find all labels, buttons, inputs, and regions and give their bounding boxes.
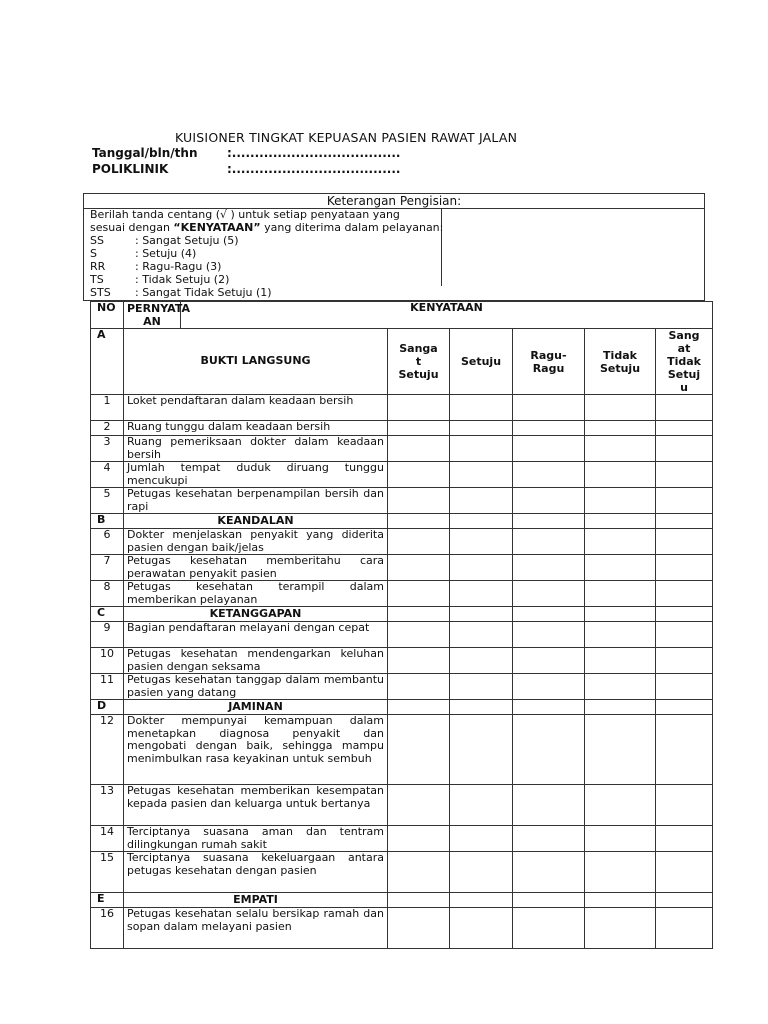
rating-checkbox-cell[interactable] [656, 785, 713, 826]
instructions-title: Keterangan Pengisian: [84, 194, 704, 209]
rating-checkbox-cell[interactable] [388, 715, 450, 785]
instructions-line-2-pre: sesuai dengan [90, 221, 174, 234]
rating-checkbox-cell[interactable] [513, 529, 585, 555]
question-row [91, 648, 713, 674]
header-row [91, 302, 713, 329]
question-text: Ruang tunggu dalam keadaan bersih [124, 421, 388, 436]
question-text: Terciptanya suasana kekeluargaan antara petugas kesehatan dengan pasien [124, 852, 388, 893]
scale-item [90, 273, 229, 286]
section-rating-cell [585, 607, 656, 622]
question-number: 13 [91, 785, 124, 826]
rating-checkbox-cell[interactable] [450, 581, 513, 607]
rating-checkbox-cell[interactable] [585, 436, 656, 462]
rating-checkbox-cell[interactable] [388, 529, 450, 555]
section-row [91, 329, 713, 395]
rating-checkbox-cell[interactable] [388, 648, 450, 674]
rating-column-header-line: Setuj [667, 368, 701, 381]
scale-item [90, 286, 272, 299]
rating-checkbox-cell[interactable] [656, 674, 713, 700]
rating-checkbox-cell[interactable] [450, 462, 513, 488]
question-number: 15 [91, 852, 124, 893]
question-row [91, 395, 713, 421]
question-text: Petugas kesehatan tanggap dalam membantu pasien yang datang [124, 674, 388, 700]
question-number: 6 [91, 529, 124, 555]
rating-checkbox-cell[interactable] [585, 852, 656, 893]
question-text: Petugas kesehatan memberitahu cara perawatan penyakit pasien [124, 555, 388, 581]
rating-checkbox-cell[interactable] [585, 581, 656, 607]
rating-checkbox-cell[interactable] [450, 908, 513, 949]
rating-column-header [656, 329, 713, 395]
rating-checkbox-cell[interactable] [388, 555, 450, 581]
rating-checkbox-cell[interactable] [450, 529, 513, 555]
question-number: 9 [91, 622, 124, 648]
scale-abbr: SS [90, 234, 104, 247]
rating-checkbox-cell[interactable] [388, 852, 450, 893]
scale-desc: : Tidak Setuju (2) [135, 273, 230, 286]
question-row [91, 674, 713, 700]
rating-checkbox-cell[interactable] [388, 785, 450, 826]
rating-checkbox-cell[interactable] [388, 436, 450, 462]
question-text: Jumlah tempat duduk diruang tunggu mencukupi [124, 462, 388, 488]
question-number: 5 [91, 488, 124, 514]
rating-checkbox-cell[interactable] [388, 826, 450, 852]
rating-checkbox-cell[interactable] [513, 826, 585, 852]
question-number: 16 [91, 908, 124, 949]
question-text: Dokter menjelaskan penyakit yang diderita pasien dengan baik/jelas [124, 529, 388, 555]
section-title: EMPATI [124, 893, 388, 908]
rating-checkbox-cell[interactable] [450, 622, 513, 648]
rating-column-header [513, 329, 585, 395]
rating-column-header-line: Sanga [399, 342, 438, 355]
instructions-line-1: Berilah tanda centang (√ ) untuk setiap penyataan yang [90, 208, 400, 221]
rating-checkbox-cell[interactable] [585, 529, 656, 555]
rating-checkbox-cell[interactable] [513, 488, 585, 514]
scale-abbr: TS [90, 273, 104, 286]
question-number: 2 [91, 421, 124, 436]
no-header: NO [91, 302, 124, 329]
pernyataan-header-line-1: PERNYATA [127, 302, 190, 315]
section-letter: A [91, 329, 124, 395]
question-number: 7 [91, 555, 124, 581]
rating-checkbox-cell[interactable] [450, 826, 513, 852]
section-rating-cell [585, 893, 656, 908]
rating-checkbox-cell[interactable] [388, 581, 450, 607]
poli-label: POLIKLINIK [92, 162, 169, 176]
rating-checkbox-cell[interactable] [656, 462, 713, 488]
section-rating-cell [513, 514, 585, 529]
section-rating-cell [585, 514, 656, 529]
rating-checkbox-cell[interactable] [585, 785, 656, 826]
instructions-box [83, 193, 705, 301]
rating-checkbox-cell[interactable] [388, 908, 450, 949]
question-row [91, 529, 713, 555]
rating-checkbox-cell[interactable] [388, 674, 450, 700]
section-letter: B [91, 514, 124, 529]
question-number: 10 [91, 648, 124, 674]
question-row [91, 852, 713, 893]
rating-checkbox-cell[interactable] [585, 395, 656, 421]
question-text: Petugas kesehatan selalu bersikap ramah dan sopan dalam melayani pasien [124, 908, 388, 949]
section-title: JAMINAN [124, 700, 388, 715]
question-number: 4 [91, 462, 124, 488]
rating-checkbox-cell[interactable] [656, 395, 713, 421]
rating-checkbox-cell[interactable] [450, 648, 513, 674]
rating-checkbox-cell[interactable] [656, 908, 713, 949]
section-rating-cell [513, 893, 585, 908]
question-number: 14 [91, 826, 124, 852]
section-title: BUKTI LANGSUNG [124, 329, 388, 395]
rating-checkbox-cell[interactable] [450, 852, 513, 893]
scale-item [90, 260, 221, 273]
poli-line [92, 162, 400, 176]
section-rating-cell [450, 700, 513, 715]
section-letter: E [91, 893, 124, 908]
question-row [91, 421, 713, 436]
rating-checkbox-cell[interactable] [585, 555, 656, 581]
section-rating-cell [656, 700, 713, 715]
section-row [91, 700, 713, 715]
rating-checkbox-cell[interactable] [513, 436, 585, 462]
rating-checkbox-cell[interactable] [656, 715, 713, 785]
section-title: KETANGGAPAN [124, 607, 388, 622]
question-row [91, 436, 713, 462]
question-text: Terciptanya suasana aman dan tentram dilingkungan rumah sakit [124, 826, 388, 852]
section-rating-cell [450, 607, 513, 622]
section-rating-cell [450, 893, 513, 908]
rating-checkbox-cell[interactable] [585, 715, 656, 785]
rating-checkbox-cell[interactable] [585, 622, 656, 648]
question-number: 12 [91, 715, 124, 785]
rating-checkbox-cell[interactable] [513, 908, 585, 949]
rating-checkbox-cell[interactable] [450, 674, 513, 700]
question-text: Bagian pendaftaran melayani dengan cepat [124, 622, 388, 648]
rating-column-header-line: Ragu [532, 361, 565, 375]
rating-checkbox-cell[interactable] [513, 555, 585, 581]
pernyataan-header-line-2: AN [143, 315, 161, 328]
question-text: Ruang pemeriksaan dokter dalam keadaan bersih [124, 436, 388, 462]
question-text: Petugas kesehatan mendengarkan keluhan pasien dengan seksama [124, 648, 388, 674]
rating-checkbox-cell[interactable] [513, 421, 585, 436]
rating-checkbox-cell[interactable] [656, 529, 713, 555]
date-line [92, 146, 400, 160]
rating-checkbox-cell[interactable] [513, 622, 585, 648]
rating-checkbox-cell[interactable] [513, 852, 585, 893]
section-title: KEANDALAN [124, 514, 388, 529]
rating-checkbox-cell[interactable] [450, 436, 513, 462]
scale-abbr: S [90, 247, 97, 260]
rating-checkbox-cell[interactable] [450, 715, 513, 785]
question-text: Petugas kesehatan berpenampilan bersih dan rapi [124, 488, 388, 514]
rating-column-header-line: t [415, 355, 422, 368]
date-label: Tanggal/bln/thn [92, 146, 198, 160]
instructions-divider [441, 208, 442, 286]
question-number: 11 [91, 674, 124, 700]
question-row [91, 581, 713, 607]
question-number: 3 [91, 436, 124, 462]
question-row [91, 488, 713, 514]
scale-item [90, 247, 196, 260]
page-title: KUISIONER TINGKAT KEPUASAN PASIEN RAWAT JALAN [175, 130, 518, 145]
rating-column-header [388, 329, 450, 395]
rating-checkbox-cell[interactable] [388, 421, 450, 436]
scale-abbr: STS [90, 286, 111, 299]
poli-field[interactable]: :..................................... [227, 162, 401, 176]
questionnaire-table [90, 301, 713, 949]
rating-column-header-line: at [677, 342, 691, 355]
rating-checkbox-cell[interactable] [450, 555, 513, 581]
section-rating-cell [388, 607, 450, 622]
rating-checkbox-cell[interactable] [513, 462, 585, 488]
rating-checkbox-cell[interactable] [450, 785, 513, 826]
rating-checkbox-cell[interactable] [585, 488, 656, 514]
section-rating-cell [388, 514, 450, 529]
section-rating-cell [388, 700, 450, 715]
section-rating-cell [656, 893, 713, 908]
rating-column-header-line: Setuju [599, 361, 641, 375]
rating-checkbox-cell[interactable] [656, 555, 713, 581]
kenyataan-header: KENYATAAN [181, 302, 713, 329]
question-row [91, 826, 713, 852]
rating-checkbox-cell[interactable] [656, 488, 713, 514]
instructions-keyword: “KENYATAAN” [173, 221, 261, 234]
rating-checkbox-cell[interactable] [585, 908, 656, 949]
rating-checkbox-cell[interactable] [585, 826, 656, 852]
rating-checkbox-cell[interactable] [656, 852, 713, 893]
section-row [91, 893, 713, 908]
rating-checkbox-cell[interactable] [656, 581, 713, 607]
section-row [91, 514, 713, 529]
rating-checkbox-cell[interactable] [388, 395, 450, 421]
question-number: 8 [91, 581, 124, 607]
rating-checkbox-cell[interactable] [656, 826, 713, 852]
rating-checkbox-cell[interactable] [656, 421, 713, 436]
section-rating-cell [513, 700, 585, 715]
rating-checkbox-cell[interactable] [656, 648, 713, 674]
question-text: Petugas kesehatan terampil dalam memberikan pelayanan [124, 581, 388, 607]
rating-column-header-line: Setuju [460, 355, 502, 368]
instructions-line-2-post: yang diterima dalam pelayanan: [260, 221, 444, 234]
question-text: Loket pendaftaran dalam keadaan bersih [124, 395, 388, 421]
rating-checkbox-cell[interactable] [656, 622, 713, 648]
rating-checkbox-cell[interactable] [513, 581, 585, 607]
rating-checkbox-cell[interactable] [513, 395, 585, 421]
rating-checkbox-cell[interactable] [388, 488, 450, 514]
section-rating-cell [585, 700, 656, 715]
pernyataan-header [124, 302, 190, 329]
rating-checkbox-cell[interactable] [585, 648, 656, 674]
scale-abbr: RR [90, 260, 106, 273]
question-row [91, 715, 713, 785]
rating-column-header-line: Setuju [398, 368, 439, 381]
scale-desc: : Setuju (4) [135, 247, 197, 260]
rating-checkbox-cell[interactable] [450, 395, 513, 421]
section-letter: D [91, 700, 124, 715]
scale-item [90, 234, 239, 247]
rating-checkbox-cell[interactable] [585, 462, 656, 488]
section-rating-cell [656, 514, 713, 529]
rating-checkbox-cell[interactable] [656, 436, 713, 462]
scale-desc: : Sangat Tidak Setuju (1) [135, 286, 272, 299]
rating-checkbox-cell[interactable] [585, 421, 656, 436]
rating-column-header [585, 329, 656, 395]
rating-checkbox-cell[interactable] [513, 674, 585, 700]
rating-column-header-line: Sang [668, 329, 700, 342]
rating-checkbox-cell[interactable] [585, 674, 656, 700]
rating-column-header-line: Tidak [603, 348, 637, 362]
section-row [91, 607, 713, 622]
rating-checkbox-cell[interactable] [513, 648, 585, 674]
section-rating-cell [513, 607, 585, 622]
rating-column-header-line: u [680, 381, 688, 394]
rating-checkbox-cell[interactable] [388, 622, 450, 648]
section-letter: C [91, 607, 124, 622]
rating-column-header-line: Ragu- [530, 348, 567, 362]
question-row [91, 555, 713, 581]
rating-column-header [450, 329, 513, 395]
rating-column-header-line: Tidak [667, 355, 701, 368]
section-rating-cell [450, 514, 513, 529]
rating-checkbox-cell[interactable] [513, 785, 585, 826]
scale-desc: : Ragu-Ragu (3) [135, 260, 222, 273]
question-row [91, 622, 713, 648]
section-rating-cell [656, 607, 713, 622]
rating-checkbox-cell[interactable] [450, 488, 513, 514]
rating-checkbox-cell[interactable] [450, 421, 513, 436]
question-row [91, 785, 713, 826]
question-row [91, 462, 713, 488]
rating-checkbox-cell[interactable] [513, 715, 585, 785]
question-text: Dokter mempunyai kemampuan dalam menetapkan diagnosa penyakit dan mengobati dengan baik, sehingga mampu menimbulkan rasa keyakinan untuk sembuh [124, 715, 388, 785]
rating-checkbox-cell[interactable] [388, 462, 450, 488]
section-rating-cell [388, 893, 450, 908]
instructions-line-2 [90, 221, 443, 234]
date-field[interactable]: :..................................... [227, 146, 401, 160]
question-row [91, 908, 713, 949]
scale-desc: : Sangat Setuju (5) [135, 234, 239, 247]
question-number: 1 [91, 395, 124, 421]
question-text: Petugas kesehatan memberikan kesempatan kepada pasien dan keluarga untuk bertanya [124, 785, 388, 826]
